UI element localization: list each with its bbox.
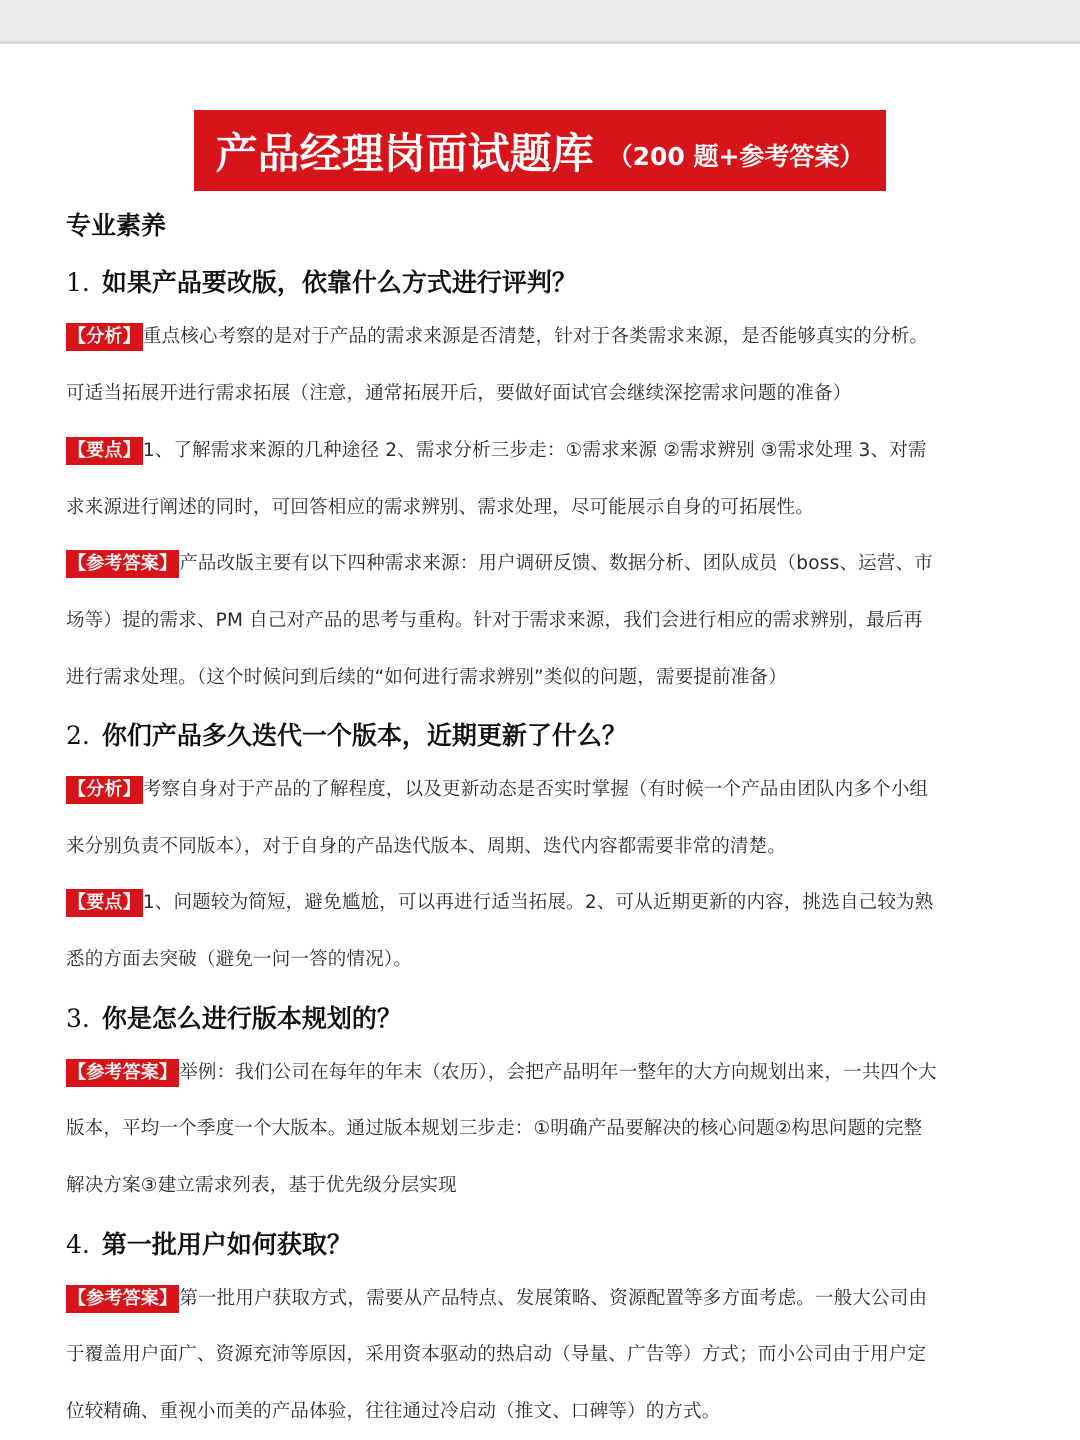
question-1-keypoints-line-1: 【要点】 1、了解需求来源的几种途径 2、需求分析三步走：①需求来源 ②需求辨别 ③需求处理 3、对需	[66, 436, 927, 465]
question-2-analysis-line-2: 来分别负责不同版本），对于自身的产品迭代版本、周期、迭代内容都需要非常的清楚。	[66, 836, 787, 857]
question-1-analysis-line-1: 【分析】 重点核心考察的是对于产品的需求来源是否清楚，针对于各类需求来源，是否能够真实的分析。	[66, 322, 928, 351]
question-4-answer-line-1: 【参考答案】 第一批用户获取方式，需要从产品特点、发展策略、资源配置等多方面考虑。一般大公司由	[66, 1284, 927, 1313]
question-4-answer-line-3: 位较精确、重视小而美的产品体验，往往通过冷启动（推文、口碑等）的方式。	[66, 1401, 721, 1422]
question-2-keypoints-line-2: 悉的方面去突破（避免一问一答的情况）。	[66, 949, 413, 970]
keypoints-tag: 【要点】	[66, 889, 143, 917]
question-4-title	[66, 1225, 352, 1261]
question-4-answer-line-2: 于覆盖用户面广、资源充沛等原因，采用资本驱动的热启动（导量、广告等）方式；而小公司由于用户定	[66, 1344, 927, 1365]
question-1-analysis-line-2: 可适当拓展开进行需求拓展（注意，通常拓展开后，要做好面试官会继续深挖需求问题的准备）	[66, 383, 852, 404]
question-1-answer-line-3: 进行需求处理。（这个时候问到后续的“如何进行需求辨别”类似的问题，需要提前准备）	[66, 667, 787, 688]
question-text: 你是怎么进行版本规划的？	[101, 1004, 402, 1033]
question-2-title	[66, 716, 627, 752]
question-number: 2.	[66, 721, 90, 750]
question-3-answer-line-3: 解决方案③建立需求列表，基于优先级分层实现	[66, 1175, 457, 1196]
question-1-title	[66, 263, 577, 299]
question-3-title	[66, 999, 402, 1035]
answer-tag: 【参考答案】	[66, 1059, 179, 1087]
question-1-answer-line-2: 场等）提的需求、PM 自己对产品的思考与重构。针对于需求来源，我们会进行相应的需求辨别，最后再	[66, 610, 923, 631]
question-3-answer-line-1: 【参考答案】 举例：我们公司在每年的年末（农历），会把产品明年一整年的大方向规划出来，一共四个大	[66, 1058, 937, 1087]
question-text: 第一批用户如何获取？	[101, 1230, 352, 1259]
document-subtitle: （200 题+参考答案）	[607, 141, 865, 171]
question-1-answer-line-1: 【参考答案】 产品改版主要有以下四种需求来源：用户调研反馈、数据分析、团队成员（boss、运营、市	[66, 549, 933, 578]
question-2-keypoints-line-1: 【要点】 1、问题较为简短，避免尴尬，可以再进行适当拓展。2、可从近期更新的内容，挑选自己较为熟	[66, 888, 933, 917]
section-heading: 专业素养	[66, 211, 167, 240]
question-text: 如果产品要改版，依靠什么方式进行评判？	[101, 268, 577, 297]
question-3-answer-line-2: 版本，平均一个季度一个大版本。通过版本规划三步走：①明确产品要解决的核心问题②构思问题的完整	[66, 1118, 923, 1139]
title-banner	[194, 110, 886, 191]
analysis-tag: 【分析】	[66, 776, 143, 804]
analysis-tag: 【分析】	[66, 323, 143, 351]
question-text: 你们产品多久迭代一个版本，近期更新了什么？	[101, 721, 627, 750]
question-2-analysis-line-1: 【分析】 考察自身对于产品的了解程度，以及更新动态是否实时掌握（有时候一个产品由团队内多个小组	[66, 775, 928, 804]
question-1-keypoints-line-2: 求来源进行阐述的同时，可回答相应的需求辨别、需求处理，尽可能展示自身的可拓展性。	[66, 497, 815, 518]
document-title: 产品经理岗面试题库	[215, 128, 594, 178]
keypoints-tag: 【要点】	[66, 437, 143, 465]
question-number: 4.	[66, 1230, 90, 1259]
top-divider-strip	[0, 0, 1080, 44]
question-number: 1.	[66, 268, 90, 297]
answer-tag: 【参考答案】	[66, 1285, 179, 1313]
answer-tag: 【参考答案】	[66, 550, 179, 578]
question-number: 3.	[66, 1004, 90, 1033]
